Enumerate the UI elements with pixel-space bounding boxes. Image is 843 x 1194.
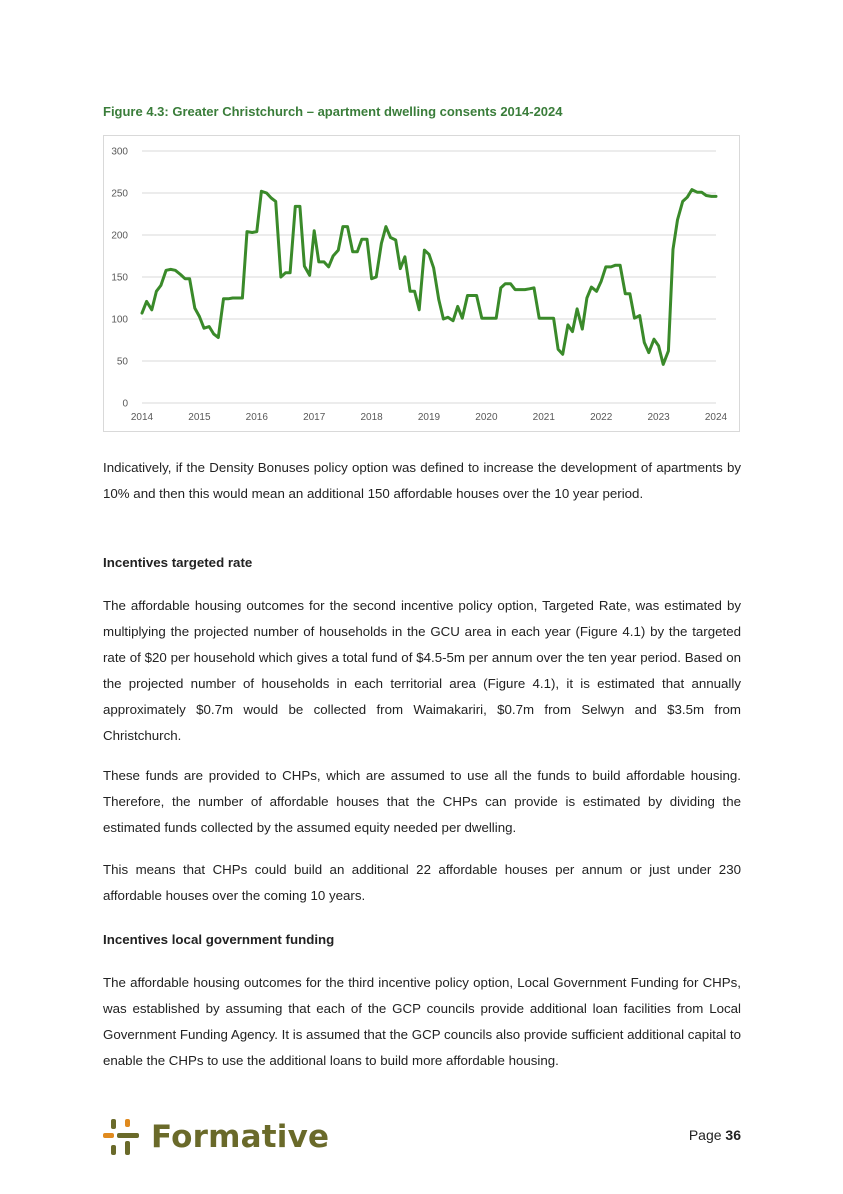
paragraph-targeted-rate: The affordable housing outcomes for the second incentive policy option, Targeted Rate, was estimated by multiplying the projected number of households in the GCU area in each year (Figure 4.1) by the targeted rate of $20 per household which gives a total fund of $4.5-5m per annum over the ten year period. Based on the projected number of households in each territorial area (Figure 4.1), it is estimated that annually approximately $0.7m would be collected from Waimakariri, $0.7m from Selwyn and $3.5m from Christchurch. <box>103 598 741 743</box>
x-tick-label: 2015 <box>188 412 211 423</box>
gridlines <box>142 151 716 403</box>
paragraph-chp-funds: These funds are provided to CHPs, which are assumed to use all the funds to build affordable housing. Therefore, the number of affordable houses that the CHPs can provide is estimated by dividing the estimated funds collected by the assumed equity needed per dwelling. <box>103 768 741 835</box>
x-axis-tick-labels <box>131 412 728 423</box>
y-tick-label: 150 <box>111 272 128 284</box>
y-tick-label: 250 <box>111 188 128 200</box>
heading-incentives-targeted-rate: Incentives targeted rate <box>103 555 253 570</box>
heading-incentives-local-government-funding: Incentives local government funding <box>103 932 335 947</box>
y-tick-label: 50 <box>116 356 128 368</box>
paragraph-chp-houses: This means that CHPs could build an additional 22 affordable houses per annum or just under 230 affordable houses over the coming 10 years. <box>103 862 741 903</box>
page-number-value: 36 <box>725 1127 741 1143</box>
x-tick-label: 2024 <box>704 412 728 423</box>
y-tick-label: 300 <box>111 146 128 158</box>
paragraph-density-bonuses: Indicatively, if the Density Bonuses policy option was defined to increase the development of apartments by 10% and then this would mean an additional 150 affordable houses over the 10 year period. <box>103 460 741 501</box>
x-tick-label: 2022 <box>590 412 613 423</box>
x-tick-label: 2017 <box>303 412 326 423</box>
apartment-consents-chart <box>103 135 740 432</box>
page-label: Page <box>688 1127 722 1143</box>
y-tick-label: 200 <box>111 230 128 242</box>
logo-wordmark: Formative <box>151 1119 330 1155</box>
line-chart-svg <box>104 136 741 433</box>
x-tick-label: 2021 <box>532 412 555 423</box>
paragraph-local-government-funding: The affordable housing outcomes for the third incentive policy option, Local Government Funding for CHPs, was established by assuming that each of the GCP councils provide additional loan facilities from Local Government Funding Agency. It is assumed that the GCP councils also provide sufficient additional capital to enable the CHPs to use the additional loans to build more affordable housing. <box>103 975 741 1068</box>
x-tick-label: 2023 <box>647 412 670 423</box>
y-tick-label: 100 <box>111 314 128 326</box>
y-axis-tick-labels <box>111 147 128 410</box>
x-tick-label: 2014 <box>130 412 154 423</box>
x-tick-label: 2016 <box>245 412 268 423</box>
formative-logo-icon <box>103 1117 141 1157</box>
x-tick-label: 2020 <box>475 412 498 423</box>
page-number <box>689 1127 741 1143</box>
x-tick-label: 2018 <box>360 412 383 423</box>
formative-logo <box>103 1115 329 1159</box>
x-tick-label: 2019 <box>417 412 441 423</box>
y-tick-label: 0 <box>122 398 128 410</box>
figure-title: Figure 4.3: Greater Christchurch – apartment dwelling consents 2014-2024 <box>103 104 563 119</box>
